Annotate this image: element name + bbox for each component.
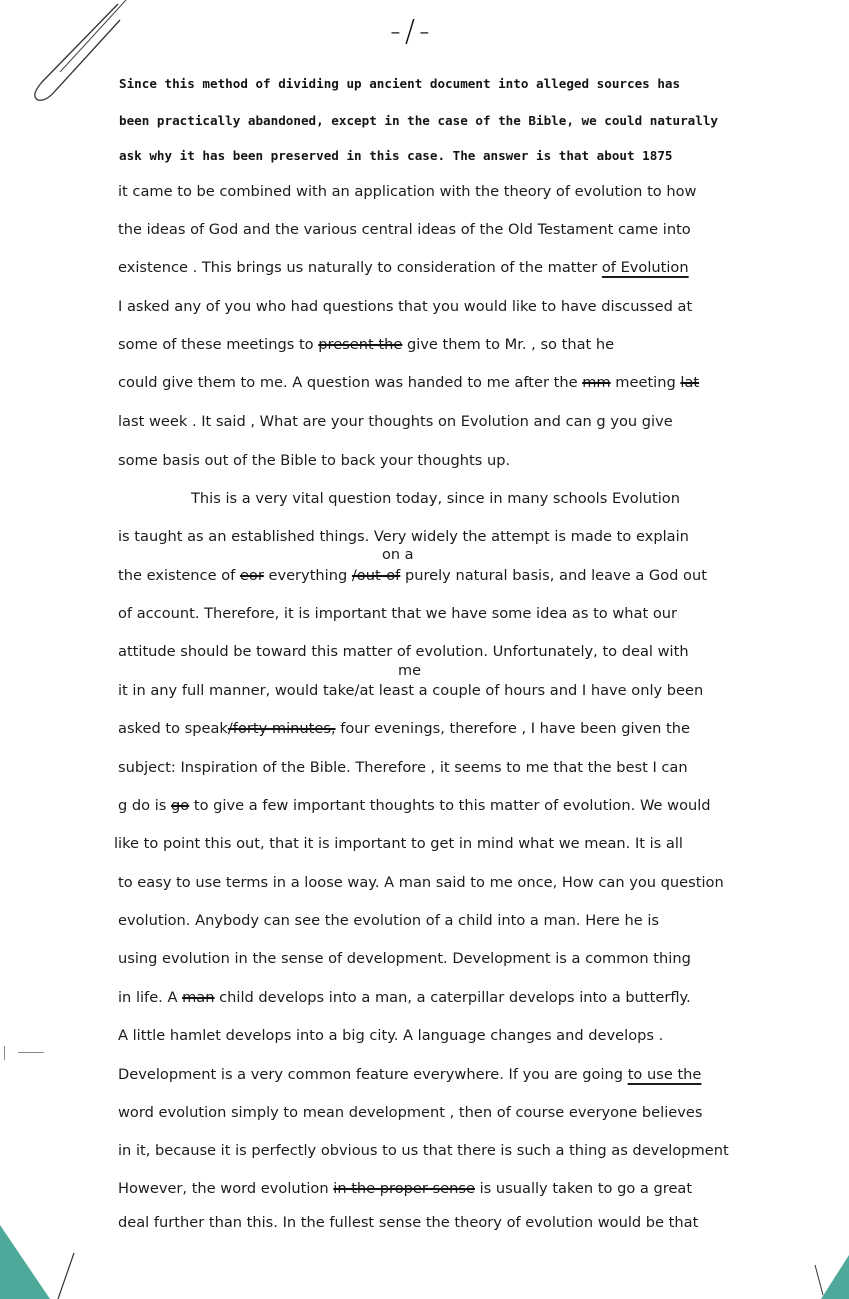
text-line-22-a: in life. A bbox=[118, 989, 183, 1006]
text-line-17 bbox=[118, 797, 711, 814]
typewriter-line-1: Since this method of dividing up ancient document into alleged sources has bbox=[119, 76, 681, 91]
text-line-26: in it, because it is perfectly obvious to us that there is such a thing as development bbox=[118, 1142, 729, 1159]
text-line-22 bbox=[118, 989, 691, 1006]
text-line-23: A little hamlet develops into a big city. A language changes and develops . bbox=[118, 1027, 664, 1044]
photo-corner-bottom-left bbox=[0, 1225, 80, 1299]
text-line-3 bbox=[118, 259, 689, 276]
text-line-8: some basis out of the Bible to back your thoughts up. bbox=[118, 452, 511, 469]
margin-mark bbox=[4, 1046, 5, 1060]
typewriter-line-3: ask why it has been preserved in this case. The answer is that about 1875 bbox=[119, 148, 673, 163]
underlined-evolution: of Evolution bbox=[601, 259, 689, 276]
handwritten-insert-me: me bbox=[398, 663, 422, 679]
text-line-3-b: of the matter bbox=[495, 259, 602, 276]
text-line-6-c: meeting bbox=[610, 374, 681, 391]
text-line-11-e: purely natural basis, and leave a God out bbox=[400, 567, 707, 584]
text-line-6 bbox=[118, 374, 699, 391]
margin-mark bbox=[18, 1052, 44, 1053]
text-line-24 bbox=[118, 1066, 701, 1083]
text-line-13: attitude should be toward this matter of evolution. Unfortunately, to deal with bbox=[118, 643, 689, 660]
text-line-11 bbox=[118, 567, 707, 584]
text-line-7: last week . It said , What are your thoughts on Evolution and can g you give bbox=[118, 413, 673, 430]
struck-text: in the proper sense bbox=[333, 1180, 475, 1197]
text-line-27 bbox=[118, 1180, 692, 1197]
text-line-6-a: could give them to me. A question was handed to me after the bbox=[118, 374, 583, 391]
text-line-18: like to point this out, that it is important to get in mind what we mean. It is all bbox=[114, 835, 683, 852]
struck-text: go bbox=[171, 797, 190, 814]
text-line-11-a: the existence of bbox=[118, 567, 240, 584]
text-line-2: the ideas of God and the various central ideas of the Old Testament came into bbox=[118, 221, 691, 238]
text-line-24-a: Development is a very common feature everywhere. If you are going bbox=[118, 1066, 628, 1083]
text-line-21: using evolution in the sense of development. Development is a common thing bbox=[118, 950, 691, 967]
text-line-11-c: everything bbox=[263, 567, 352, 584]
text-line-15 bbox=[118, 720, 690, 737]
text-line-27-c: is usually taken to go a great bbox=[474, 1180, 693, 1197]
text-line-27-a: However, the word evolution bbox=[118, 1180, 334, 1197]
struck-text: eor bbox=[239, 567, 264, 584]
struck-text: /out-of bbox=[351, 567, 401, 584]
struck-text: mm bbox=[582, 374, 611, 391]
handwritten-insert-on-a: on a bbox=[382, 547, 414, 563]
struck-text: /forty minutes, bbox=[227, 720, 336, 737]
text-line-17-a: g do is bbox=[118, 797, 172, 814]
text-line-1: it came to be combined with an application with the theory of evolution to how bbox=[118, 183, 697, 200]
text-line-17-c: to give a few important thoughts to this matter of evolution. We would bbox=[189, 797, 711, 814]
text-line-28: deal further than this. In the fullest sense the theory of evolution would be that bbox=[118, 1214, 699, 1231]
text-line-10: is taught as an established things. Very widely the attempt is made to explain bbox=[118, 528, 689, 545]
typewriter-line-2: been practically abandoned, except in the case of the Bible, we could naturally bbox=[119, 113, 718, 128]
text-line-4: I asked any of you who had questions that you would like to have discussed at bbox=[118, 298, 693, 315]
text-line-5-a: some of these meetings to bbox=[118, 336, 319, 353]
text-line-19: to easy to use terms in a loose way. A man said to me once, How can you question bbox=[118, 874, 724, 891]
text-line-20: evolution. Anybody can see the evolution of a child into a man. Here he is bbox=[118, 912, 659, 929]
text-line-14: it in any full manner, would take/at least a couple of hours and I have only been bbox=[118, 682, 704, 699]
text-line-16: subject: Inspiration of the Bible. Therefore , it seems to me that the best I can bbox=[118, 759, 688, 776]
text-line-15-a: asked to speak bbox=[118, 720, 228, 737]
photo-corner-bottom-right bbox=[809, 1255, 849, 1299]
text-line-25: word evolution simply to mean development , then of course everyone believes bbox=[118, 1104, 703, 1121]
struck-text: lat bbox=[680, 374, 700, 391]
underlined-text: to use the bbox=[627, 1066, 702, 1083]
struck-text: man bbox=[182, 989, 215, 1006]
text-line-22-c: child develops into a man, a caterpillar develops into a butterfly. bbox=[214, 989, 691, 1006]
text-line-15-c: four evenings, therefore , I have been given the bbox=[335, 720, 690, 737]
paper-clip-mark bbox=[0, 0, 140, 110]
text-line-12: of account. Therefore, it is important that we have some idea as to what our bbox=[118, 605, 678, 622]
page-number: -/- bbox=[390, 14, 434, 49]
text-line-5-c: give them to Mr. , so that he bbox=[402, 336, 615, 353]
text-line-9: This is a very vital question today, since in many schools Evolution bbox=[191, 490, 680, 507]
text-line-5 bbox=[118, 336, 614, 353]
struck-text: present the bbox=[318, 336, 403, 353]
text-line-3-a: existence . This brings us naturally to consideration bbox=[118, 259, 496, 276]
